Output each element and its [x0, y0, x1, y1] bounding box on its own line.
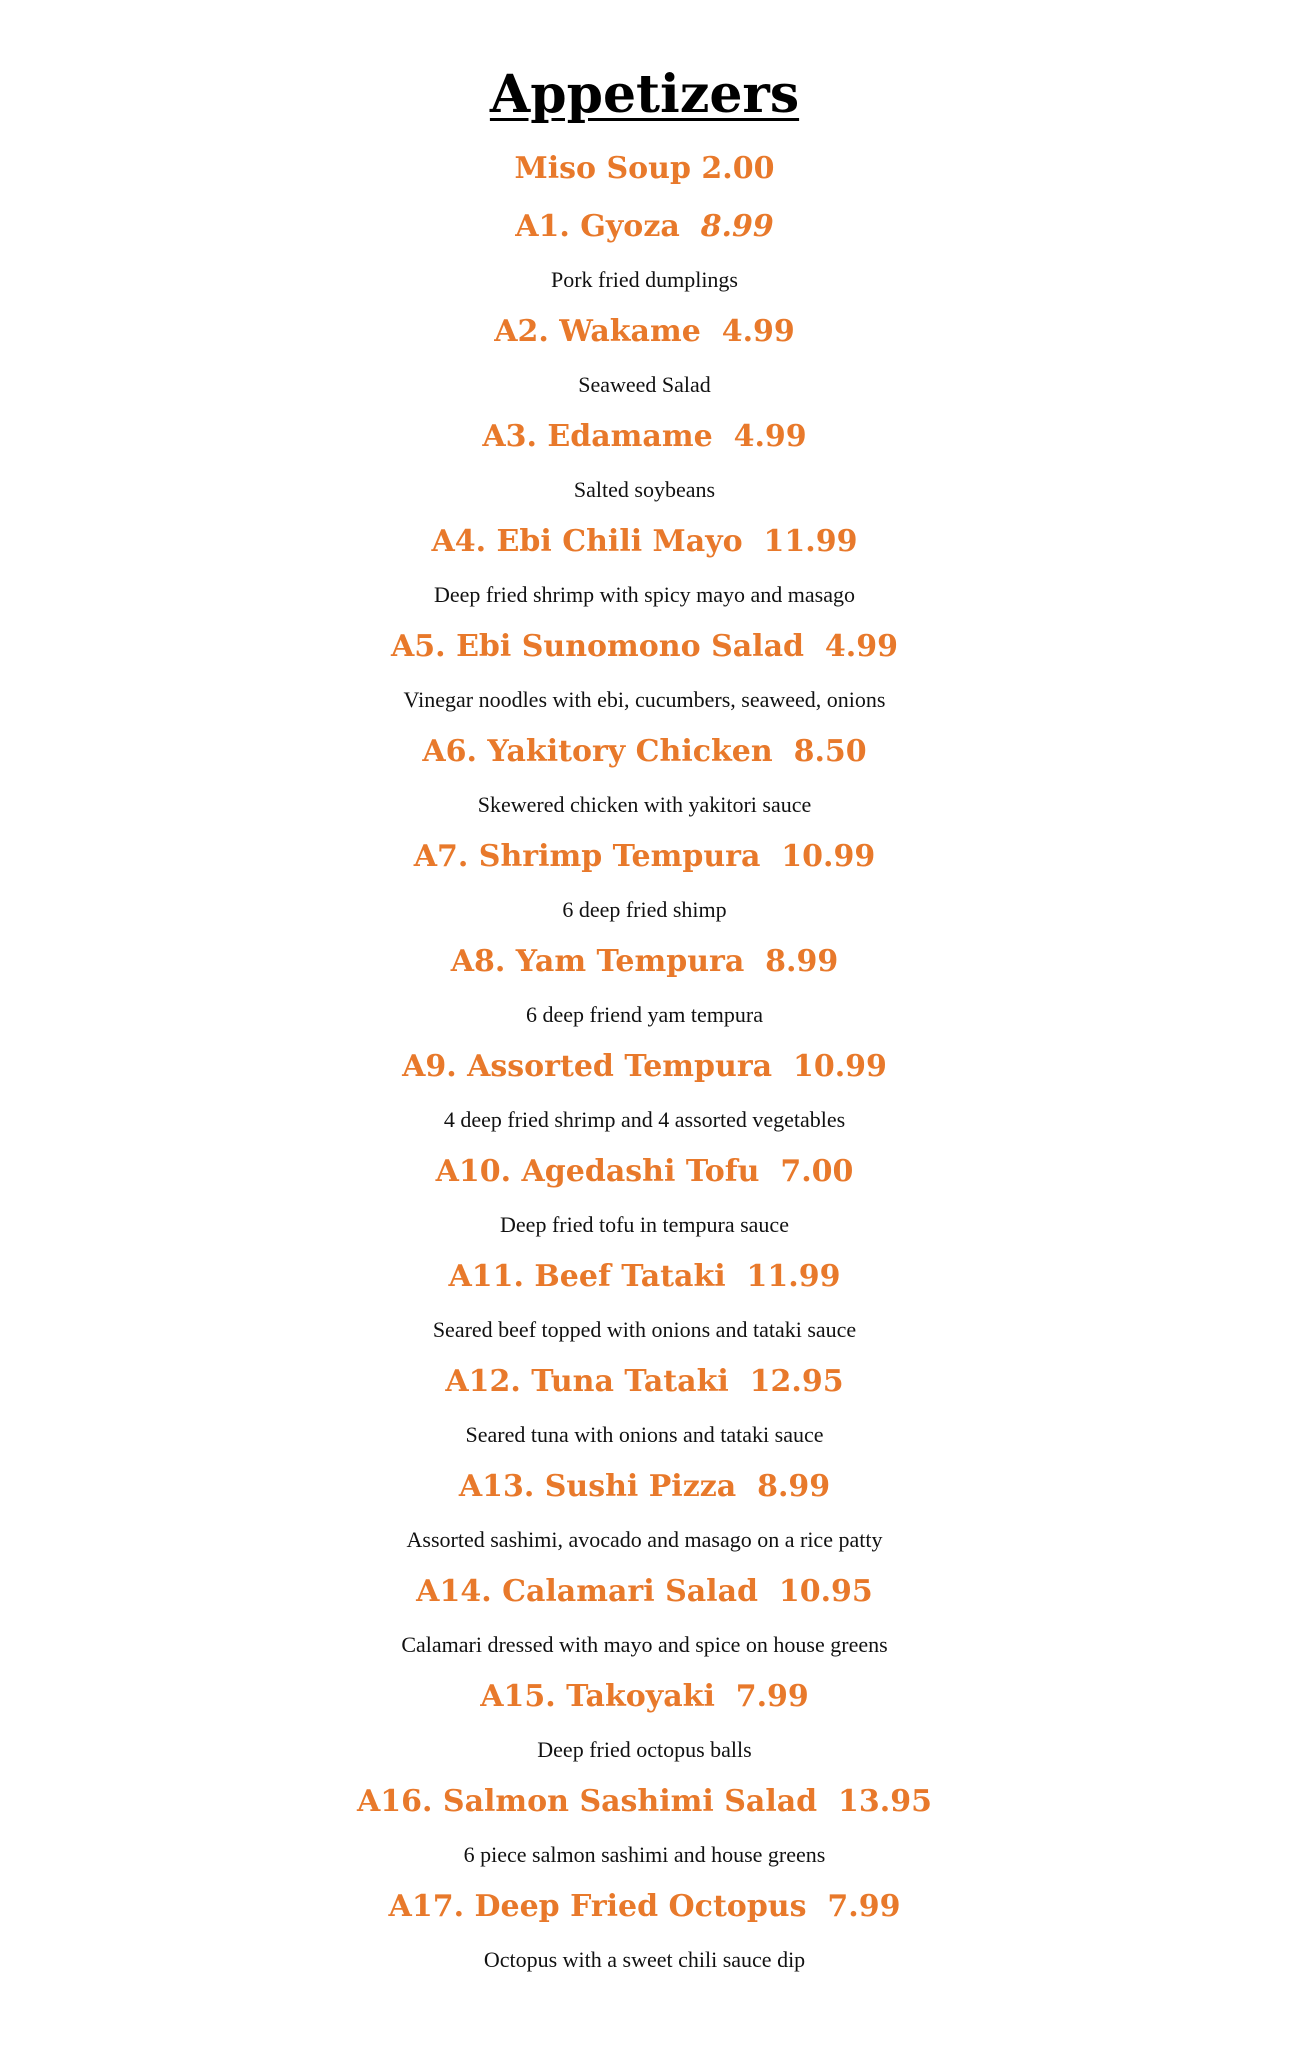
- page-title: Appetizers: [489, 64, 800, 125]
- menu-item-name: A14. Calamari Salad 10.95: [416, 1574, 873, 1609]
- menu-item-label: A1. Gyoza: [515, 209, 680, 244]
- menu-item-name: A17. Deep Fried Octopus 7.99: [388, 1889, 901, 1924]
- menu-item-price: 8.99: [700, 209, 774, 244]
- menu-item-name: A4. Ebi Chili Mayo 11.99: [431, 524, 858, 559]
- menu-item-description: Seaweed Salad: [578, 372, 711, 397]
- menu-item-description: 6 piece salmon sashimi and house greens: [463, 1842, 826, 1867]
- menu-item-description: Seared beef topped with onions and tataki sauce: [432, 1317, 857, 1342]
- menu-item-name: A15. Takoyaki 7.99: [480, 1679, 809, 1714]
- menu-item-description: 6 deep fried shimp: [562, 897, 727, 922]
- menu-item-name: [0, 198, 1289, 256]
- menu-item-description: Vinegar noodles with ebi, cucumbers, seaweed, onions: [403, 687, 886, 712]
- menu-item-name: A9. Assorted Tempura 10.99: [402, 1049, 887, 1084]
- menu-item-description: 6 deep friend yam tempura: [525, 1002, 763, 1027]
- menu-item-name: A16. Salmon Sashimi Salad 13.95: [357, 1784, 932, 1819]
- menu-item-description: Calamari dressed with mayo and spice on house greens: [401, 1632, 888, 1657]
- menu-item-description: Pork fried dumplings: [551, 267, 738, 292]
- menu-item-name: A3. Edamame 4.99: [482, 419, 807, 454]
- menu-item-description: Octopus with a sweet chili sauce dip: [483, 1947, 806, 1972]
- menu-item-name: A8. Yam Tempura 8.99: [450, 944, 839, 979]
- menu-item-description: Seared tuna with onions and tataki sauce: [465, 1422, 824, 1447]
- menu-item-name: A5. Ebi Sunomono Salad 4.99: [391, 629, 898, 664]
- menu-item-name: A13. Sushi Pizza 8.99: [458, 1469, 831, 1504]
- menu-item-name: A10. Agedashi Tofu 7.00: [435, 1154, 854, 1189]
- menu-item-name: Miso Soup 2.00: [514, 151, 775, 186]
- menu-item-description: Deep fried tofu in tempura sauce: [500, 1212, 789, 1237]
- menu-item-name: A2. Wakame 4.99: [494, 314, 795, 349]
- menu-item-name: A7. Shrimp Tempura 10.99: [413, 839, 876, 874]
- menu-item-name: A11. Beef Tataki 11.99: [448, 1259, 841, 1294]
- menu-item-description: Assorted sashimi, avocado and masago on a rice patty: [406, 1527, 883, 1552]
- menu-item-description: Salted soybeans: [573, 477, 716, 502]
- menu-item-description: Skewered chicken with yakitori sauce: [477, 792, 812, 817]
- menu-item-name: A12. Tuna Tataki 12.95: [445, 1364, 844, 1399]
- appetizer-list: [0, 140, 1289, 1983]
- menu-item-description: 4 deep fried shrimp and 4 assorted vegetables: [443, 1107, 846, 1132]
- menu-item-description: Deep fried shrimp with spicy mayo and masago: [434, 582, 855, 607]
- menu-item-description: Deep fried octopus balls: [537, 1737, 752, 1762]
- menu-item-name: A6. Yakitory Chicken 8.50: [422, 734, 867, 769]
